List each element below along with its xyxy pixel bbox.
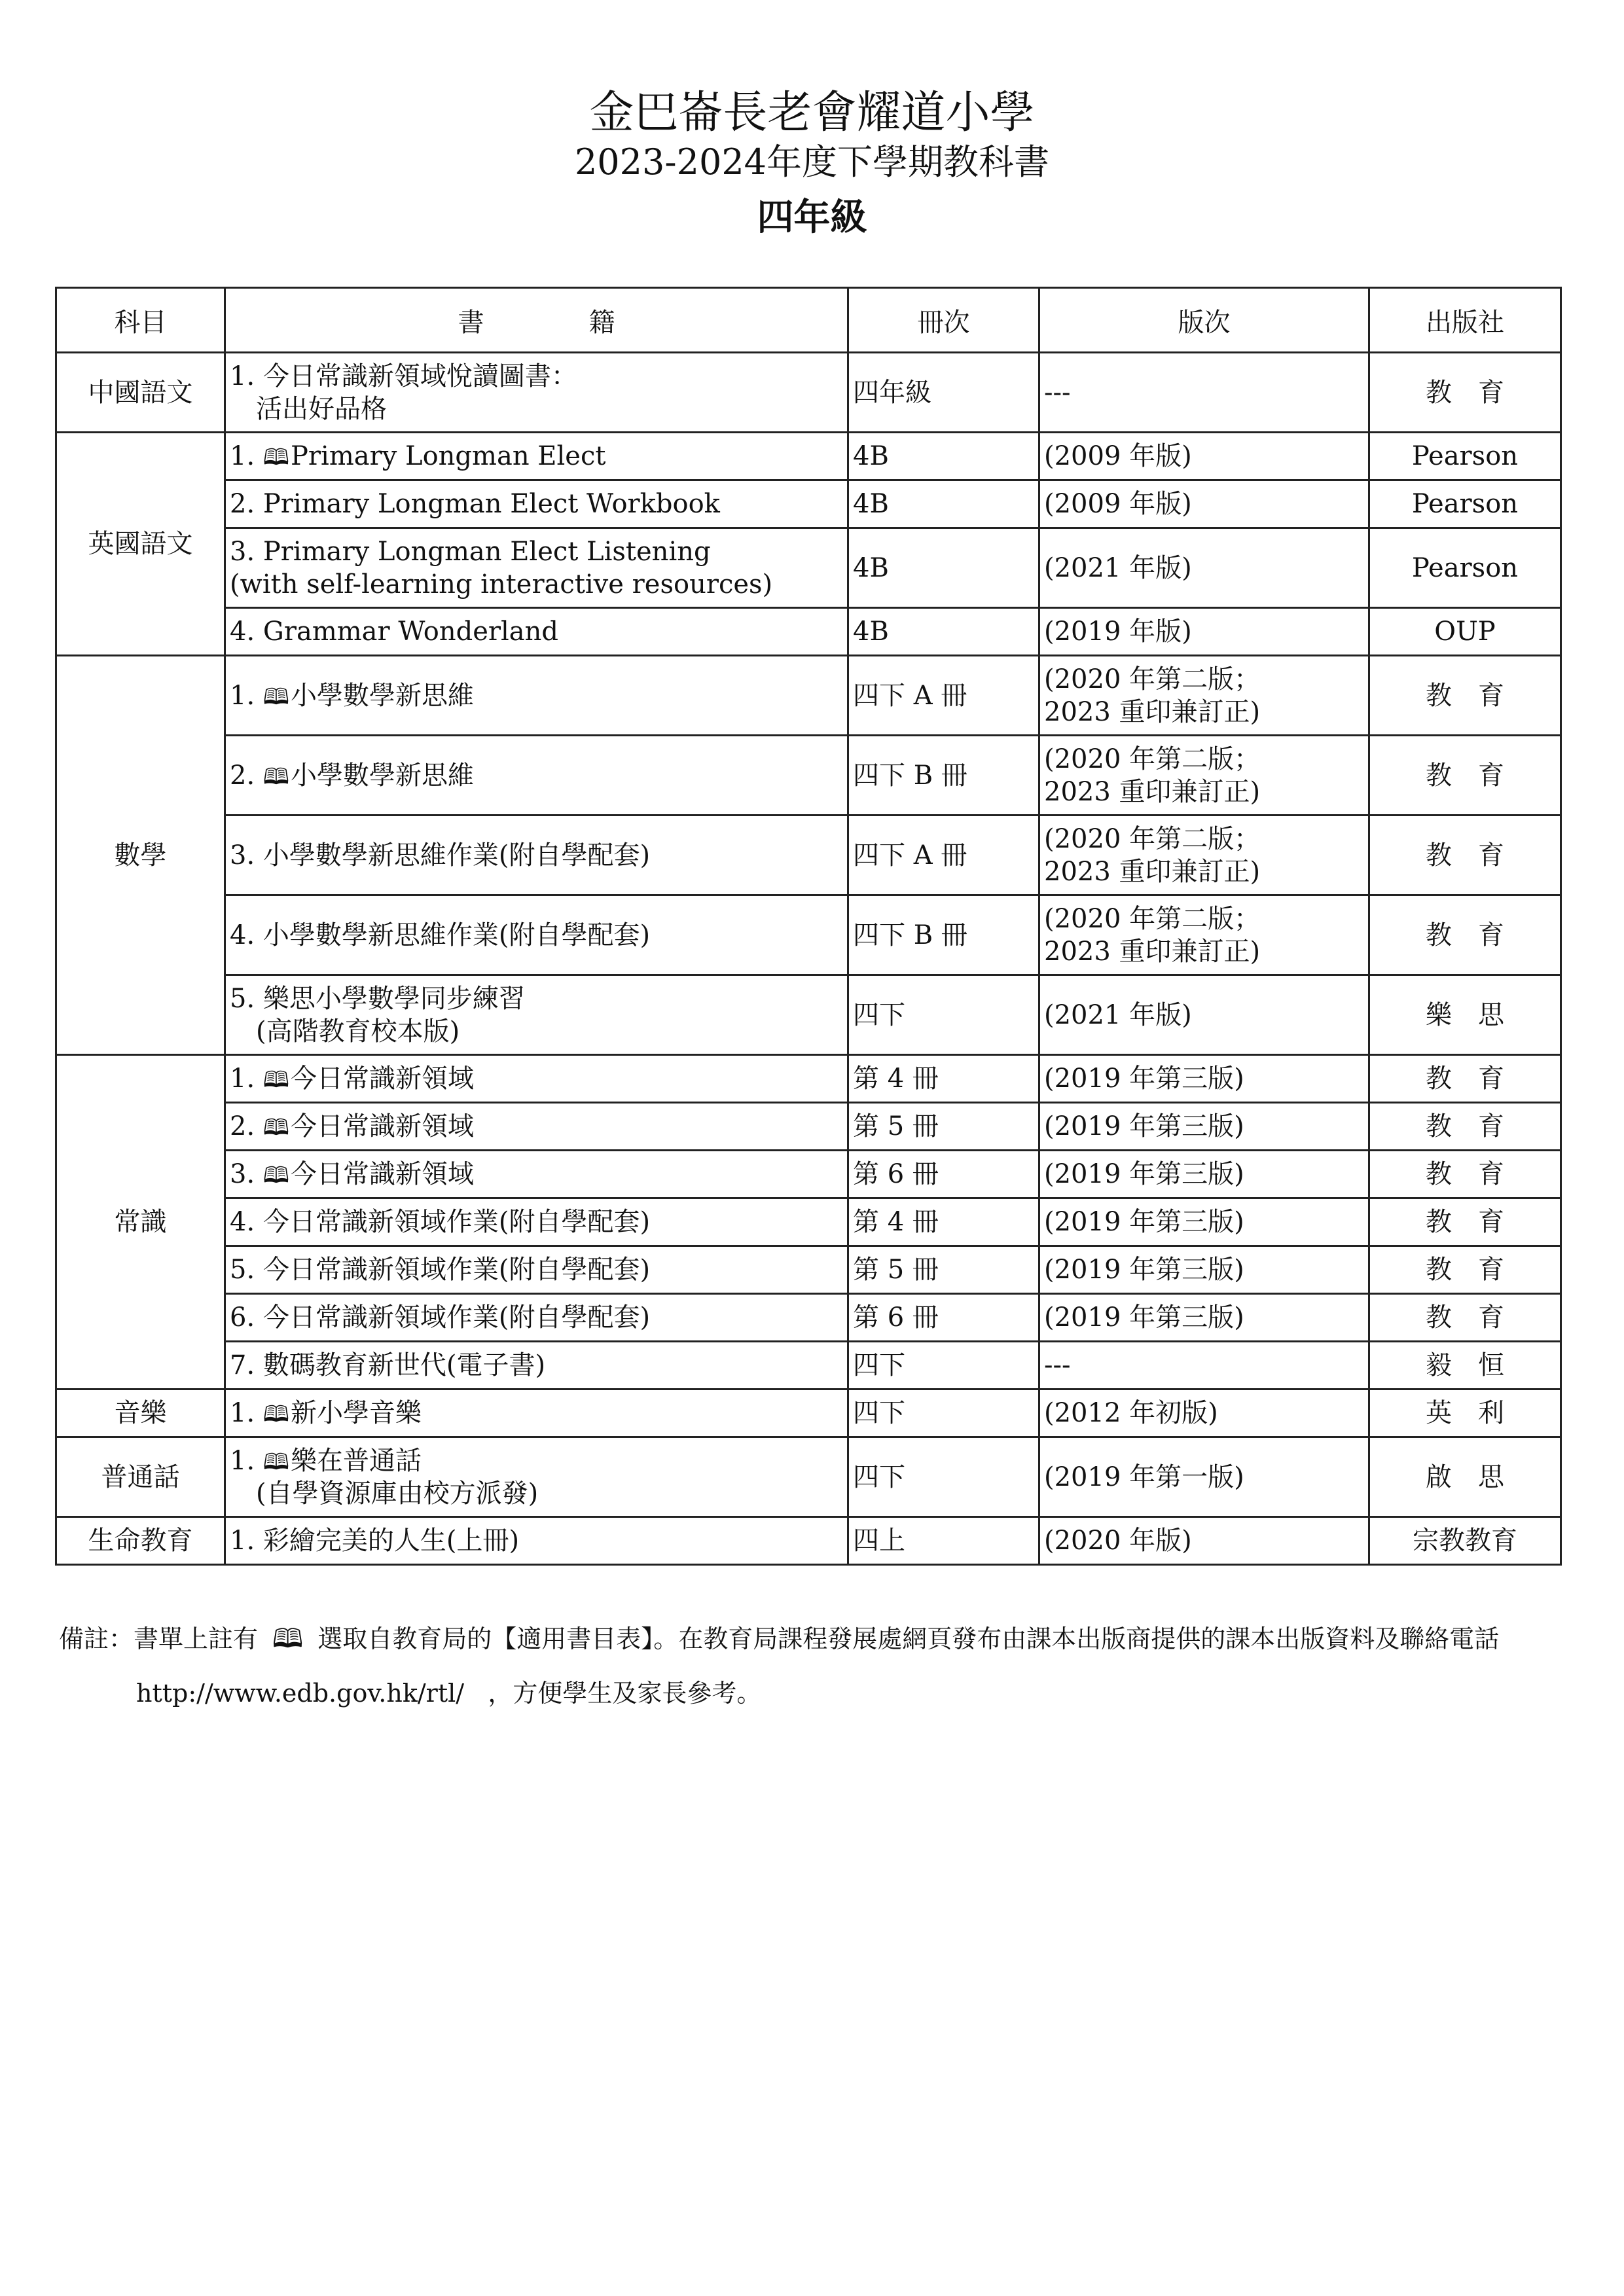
volume-cell: 第 4 冊: [848, 1198, 1039, 1246]
book-title-line: [230, 615, 843, 648]
volume-cell: 第 5 冊: [848, 1246, 1039, 1294]
volume-cell: 4B: [848, 433, 1039, 480]
book-cell: [225, 1517, 848, 1565]
edition-cell: [1039, 528, 1369, 608]
book-title-line: [230, 1110, 843, 1143]
volume-cell: 四年級: [848, 353, 1039, 433]
book-title-text: (with self-learning interactive resources): [230, 569, 773, 600]
book-cell: [225, 1342, 848, 1390]
edition-cell: [1039, 975, 1369, 1055]
book-number: 1.: [230, 680, 263, 711]
column-header-publisher: 出版社: [1369, 288, 1561, 353]
publisher-cell: 教育: [1369, 1151, 1561, 1198]
book-title-text: 小學數學新思維: [290, 680, 474, 711]
book-title-line: [230, 759, 843, 792]
book-title-line: [230, 1015, 843, 1048]
book-title-line: [230, 568, 843, 601]
open-book-icon: 🕮: [262, 1067, 289, 1093]
table-row: [56, 1294, 1561, 1342]
edition-line: 2023 重印兼訂正): [1044, 856, 1261, 887]
book-title-text: 今日常識新領域作業(附自學配套): [262, 1255, 651, 1285]
remark-note: [59, 1622, 1578, 1656]
book-title-text: 小學數學新思維作業(附自學配套): [262, 920, 651, 950]
table-header-row: [56, 288, 1561, 353]
book-title-text: 數碼教育新世代(電子書): [262, 1350, 546, 1380]
book-title-text: Grammar Wonderland: [262, 617, 559, 647]
volume-cell: 四下 B 冊: [848, 736, 1039, 816]
edition-line: (2019 年第三版): [1044, 1302, 1244, 1333]
publisher-cell: 教育: [1369, 1055, 1561, 1103]
book-cell: [225, 1198, 848, 1246]
school-name: 金巴崙長老會耀道小學: [589, 87, 1035, 139]
book-title-text: 活出好品格: [256, 393, 387, 424]
book-title-line: [230, 982, 843, 1015]
edition-cell: [1039, 816, 1369, 895]
book-title-line: [230, 1253, 843, 1286]
book-title-text: 今日常識新領域: [290, 1159, 474, 1189]
book-title-text: 小學數學新思維: [290, 760, 474, 791]
table-row: [56, 656, 1561, 736]
book-title-line: [230, 488, 843, 520]
open-book-icon: 🕮: [272, 1624, 304, 1654]
book-title-line: [230, 1301, 843, 1334]
book-number: 3.: [230, 840, 263, 870]
subject-cell: 常識: [56, 1055, 225, 1390]
subject-cell: 音樂: [56, 1390, 225, 1437]
edition-line: (2021 年版): [1044, 999, 1192, 1030]
volume-cell: 四下 B 冊: [848, 895, 1039, 975]
publisher-cell: 教育: [1369, 895, 1561, 975]
book-number: 1.: [230, 441, 263, 471]
publisher-cell: 啟思: [1369, 1437, 1561, 1517]
book-title-line: [230, 1477, 843, 1510]
book-cell: [225, 736, 848, 816]
volume-cell: 第 6 冊: [848, 1294, 1039, 1342]
book-title-text: 今日常識新領域: [290, 1111, 474, 1141]
publisher-cell: 教育: [1369, 1198, 1561, 1246]
column-header-volume: 冊次: [848, 288, 1039, 353]
book-title-line: [230, 360, 843, 393]
book-number: 1.: [230, 1526, 263, 1556]
publisher-cell: Pearson: [1369, 528, 1561, 608]
open-book-icon: 🕮: [262, 1448, 289, 1475]
table-row: [56, 480, 1561, 528]
edition-line: (2009 年版): [1044, 441, 1192, 471]
book-title-line: [230, 839, 843, 872]
table-row: [56, 1390, 1561, 1437]
table-row: [56, 1437, 1561, 1517]
book-number: 2.: [230, 489, 263, 519]
edition-cell: [1039, 1517, 1369, 1565]
edition-cell: [1039, 656, 1369, 736]
subject-cell: 數學: [56, 656, 225, 1055]
edition-line: (2019 年第三版): [1044, 1255, 1244, 1285]
book-title-text: Primary Longman Elect Listening: [262, 536, 711, 567]
publisher-cell: 教育: [1369, 656, 1561, 736]
book-number: 2.: [230, 1111, 263, 1141]
book-number: 1.: [230, 1064, 263, 1094]
edition-cell: [1039, 1198, 1369, 1246]
book-cell: [225, 528, 848, 608]
edition-line: ---: [1044, 377, 1071, 408]
book-title-line: [230, 1206, 843, 1238]
book-cell: [225, 1055, 848, 1103]
edition-line: (2020 年版): [1044, 1526, 1192, 1556]
book-title-text: 彩繪完美的人生(上冊): [262, 1526, 520, 1556]
volume-cell: 第 6 冊: [848, 1151, 1039, 1198]
edition-cell: [1039, 480, 1369, 528]
book-number: 3.: [230, 1159, 263, 1189]
book-number: 5.: [230, 983, 263, 1014]
remark-text: 選取自教育局的【適用書目表】。在教育局課程發展處網頁發布由課本出版商提供的課本出版資料及聯絡電話: [317, 1624, 1500, 1653]
subject-cell: 英國語文: [56, 433, 225, 656]
book-title-text: Primary Longman Elect: [290, 441, 606, 471]
book-cell: [225, 1151, 848, 1198]
remark-link-line: [136, 1673, 761, 1709]
edition-cell: [1039, 433, 1369, 480]
open-book-icon: 🕮: [262, 444, 289, 471]
book-number: 4.: [230, 1207, 263, 1237]
book-title-text: 小學數學新思維作業(附自學配套): [262, 840, 651, 870]
book-number: 4.: [230, 617, 263, 647]
edition-line: (2019 年第三版): [1044, 1064, 1244, 1094]
edition-cell: [1039, 1437, 1369, 1517]
open-book-icon: 🕮: [262, 763, 289, 790]
edition-line: 2023 重印兼訂正): [1044, 936, 1261, 967]
volume-cell: 四下: [848, 1342, 1039, 1390]
publisher-cell: 毅恒: [1369, 1342, 1561, 1390]
column-header-books-char: 書: [458, 307, 484, 338]
book-cell: [225, 1294, 848, 1342]
publisher-cell: 樂思: [1369, 975, 1561, 1055]
table-row: [56, 736, 1561, 816]
column-header-subject: 科目: [56, 288, 225, 353]
edition-cell: [1039, 1342, 1369, 1390]
book-title-text: 今日常識新領域作業(附自學配套): [262, 1207, 651, 1237]
book-number: 7.: [230, 1350, 263, 1380]
book-title-line: [230, 1062, 843, 1095]
volume-cell: 四下 A 冊: [848, 656, 1039, 736]
table-row: [56, 816, 1561, 895]
edition-cell: [1039, 1246, 1369, 1294]
edition-line: (2021 年版): [1044, 552, 1192, 583]
book-title-text: 樂在普通話: [290, 1445, 422, 1476]
column-header-books: [225, 288, 848, 353]
book-title-line: [230, 1524, 843, 1557]
volume-cell: 4B: [848, 480, 1039, 528]
open-book-icon: 🕮: [262, 1115, 289, 1141]
volume-cell: 4B: [848, 608, 1039, 656]
term-title: 2023-2024年度下學期教科書: [574, 141, 1050, 183]
book-cell: [225, 480, 848, 528]
book-number: 4.: [230, 920, 263, 950]
table-row: [56, 975, 1561, 1055]
edition-line: (2019 年第一版): [1044, 1462, 1244, 1492]
book-cell: [225, 895, 848, 975]
book-number: 3.: [230, 536, 263, 567]
publisher-cell: 教育: [1369, 353, 1561, 433]
table-row: [56, 895, 1561, 975]
volume-cell: 四下: [848, 1437, 1039, 1517]
book-cell: [225, 353, 848, 433]
book-title-line: [230, 1158, 843, 1191]
book-cell: [225, 816, 848, 895]
book-title-text: 今日常識新領域作業(附自學配套): [262, 1302, 651, 1333]
book-cell: [225, 1437, 848, 1517]
volume-cell: 四上: [848, 1517, 1039, 1565]
book-number: 5.: [230, 1255, 263, 1285]
table-row: [56, 1517, 1561, 1565]
book-title-line: [230, 440, 843, 473]
book-title-line: [230, 679, 843, 712]
table-row: [56, 608, 1561, 656]
book-title-line: [230, 1349, 843, 1382]
book-cell: [225, 1246, 848, 1294]
edition-cell: [1039, 1390, 1369, 1437]
book-title-line: [230, 1444, 843, 1477]
publisher-cell: 教育: [1369, 1246, 1561, 1294]
edition-cell: [1039, 895, 1369, 975]
table-row: [56, 528, 1561, 608]
volume-cell: 四下 A 冊: [848, 816, 1039, 895]
volume-cell: 第 5 冊: [848, 1103, 1039, 1151]
book-cell: [225, 975, 848, 1055]
edition-line: (2020 年第二版；: [1044, 744, 1261, 774]
book-cell: [225, 656, 848, 736]
edition-cell: [1039, 1294, 1369, 1342]
edition-cell: [1039, 1103, 1369, 1151]
remark-suffix: ，方便學生及家長參考。: [488, 1679, 762, 1708]
edition-line: (2020 年第二版；: [1044, 903, 1261, 934]
edition-line: (2019 年版): [1044, 617, 1192, 647]
book-title-text: Primary Longman Elect Workbook: [262, 489, 720, 519]
subject-cell: 生命教育: [56, 1517, 225, 1565]
edition-line: (2009 年版): [1044, 489, 1192, 519]
publisher-cell: Pearson: [1369, 433, 1561, 480]
publisher-cell: 教育: [1369, 1103, 1561, 1151]
book-title-line: [230, 393, 843, 425]
grade-title: 四年級: [757, 196, 867, 239]
table-row: [56, 1342, 1561, 1390]
publisher-cell: 教育: [1369, 736, 1561, 816]
column-header-books-char: 籍: [588, 307, 615, 338]
textbook-table: [55, 287, 1562, 1566]
book-cell: [225, 433, 848, 480]
remark-prefix: 備註：書單上註有: [59, 1624, 259, 1653]
book-title-line: [230, 919, 843, 952]
book-title-line: [230, 535, 843, 568]
open-book-icon: 🕮: [262, 1162, 289, 1189]
edition-line: (2020 年第二版；: [1044, 823, 1261, 854]
edition-line: 2023 重印兼訂正): [1044, 776, 1261, 807]
book-number: 6.: [230, 1302, 263, 1333]
table-row: [56, 1055, 1561, 1103]
edition-cell: [1039, 608, 1369, 656]
edition-line: 2023 重印兼訂正): [1044, 696, 1261, 727]
publisher-cell: Pearson: [1369, 480, 1561, 528]
subject-cell: 普通話: [56, 1437, 225, 1517]
book-title-text: 今日常識新領域悅讀圖書：: [262, 361, 577, 391]
volume-cell: 第 4 冊: [848, 1055, 1039, 1103]
book-number: 1.: [230, 1398, 263, 1428]
publisher-cell: 英利: [1369, 1390, 1561, 1437]
volume-cell: 四下: [848, 975, 1039, 1055]
edition-line: (2019 年第三版): [1044, 1111, 1244, 1141]
table-row: [56, 1198, 1561, 1246]
column-header-edition: 版次: [1039, 288, 1369, 353]
book-title-text: 今日常識新領域: [290, 1064, 474, 1094]
table-row: [56, 1246, 1561, 1294]
table-row: [56, 1151, 1561, 1198]
edition-cell: [1039, 1151, 1369, 1198]
open-book-icon: 🕮: [262, 1401, 289, 1427]
remark-url[interactable]: http://www.edb.gov.hk/rtl/: [136, 1679, 465, 1708]
publisher-cell: 宗教教育: [1369, 1517, 1561, 1565]
book-title-text: (自學資源庫由校方派發): [256, 1478, 539, 1509]
book-number: 2.: [230, 760, 263, 791]
edition-line: (2019 年第三版): [1044, 1159, 1244, 1189]
volume-cell: 四下: [848, 1390, 1039, 1437]
edition-line: (2012 年初版): [1044, 1398, 1218, 1428]
edition-cell: [1039, 353, 1369, 433]
subject-cell: 中國語文: [56, 353, 225, 433]
book-cell: [225, 1103, 848, 1151]
book-title-text: (高階教育校本版): [256, 1016, 460, 1047]
book-title-line: [230, 1397, 843, 1429]
publisher-cell: OUP: [1369, 608, 1561, 656]
book-title-text: 新小學音樂: [290, 1398, 422, 1428]
book-cell: [225, 608, 848, 656]
edition-cell: [1039, 736, 1369, 816]
book-cell: [225, 1390, 848, 1437]
table-row: [56, 433, 1561, 480]
volume-cell: 4B: [848, 528, 1039, 608]
edition-cell: [1039, 1055, 1369, 1103]
publisher-cell: 教育: [1369, 1294, 1561, 1342]
table-row: [56, 353, 1561, 433]
edition-line: (2020 年第二版；: [1044, 664, 1261, 694]
book-number: 1.: [230, 1445, 263, 1476]
table-row: [56, 1103, 1561, 1151]
open-book-icon: 🕮: [262, 683, 289, 710]
publisher-cell: 教育: [1369, 816, 1561, 895]
book-number: 1.: [230, 361, 263, 391]
edition-line: ---: [1044, 1350, 1071, 1380]
book-title-text: 樂思小學數學同步練習: [262, 983, 525, 1014]
edition-line: (2019 年第三版): [1044, 1207, 1244, 1237]
